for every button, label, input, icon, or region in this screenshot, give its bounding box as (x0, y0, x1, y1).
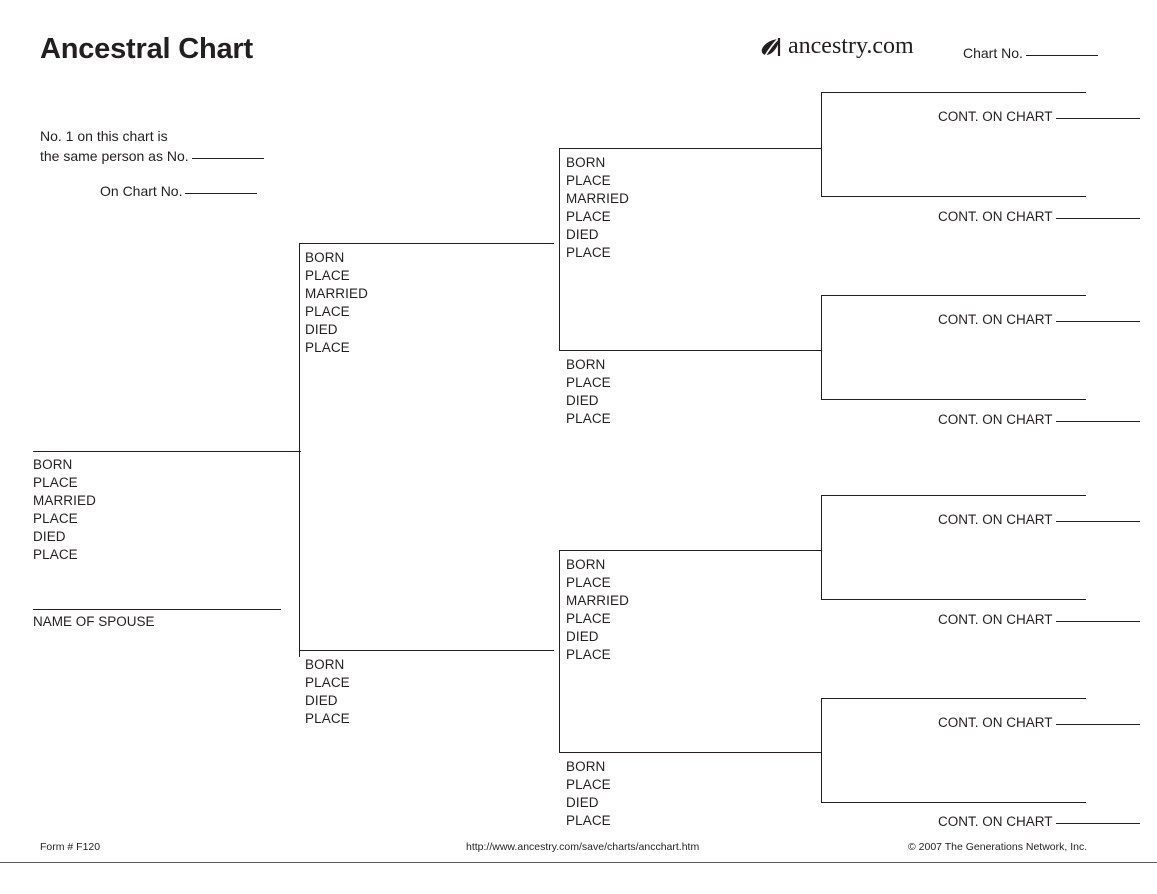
person-2-field-born: BORN (305, 250, 345, 265)
connector-gen1-vertical (299, 243, 300, 657)
person-4-field-married: MARRIED (566, 191, 629, 207)
connector-cont-group-d (821, 698, 822, 802)
cont-8-label: CONT. ON CHART (938, 814, 1053, 829)
cont-2-label: CONT. ON CHART (938, 209, 1053, 224)
note-line-3-label: On Chart No. (100, 182, 183, 199)
cont-7[interactable] (938, 715, 1140, 730)
person-2-field-place-birth: PLACE (305, 268, 350, 284)
footer-form-number: Form # F120 (40, 841, 101, 853)
person-5-field-place-birth: PLACE (566, 375, 611, 391)
ancestry-brand (758, 33, 914, 60)
cont-3-blank[interactable] (1056, 321, 1140, 322)
person-1-field-born: BORN (33, 457, 73, 472)
on-chart-number-blank[interactable] (185, 193, 257, 194)
connector-cont-group-c (821, 495, 822, 599)
person-5-fields (566, 356, 611, 428)
connector-person-3-vertical (559, 550, 560, 752)
footer-url: http://www.ancestry.com/save/charts/ancchart.htm (466, 841, 700, 853)
person-6-field-place-marriage: PLACE (566, 611, 611, 627)
person-6-field-born: BORN (566, 557, 606, 572)
person-4-fields (566, 154, 629, 262)
person-7-field-died: DIED (566, 795, 599, 811)
cont-6[interactable] (938, 612, 1140, 627)
cont-4-label: CONT. ON CHART (938, 412, 1053, 427)
person-2-fields (305, 249, 368, 357)
cont-2[interactable] (938, 209, 1140, 224)
person-3-field-born: BORN (305, 657, 345, 672)
person-2-name-line[interactable] (299, 243, 554, 244)
note-line-2-label: the same person as No. (40, 148, 189, 165)
person-4-field-place-birth: PLACE (566, 173, 611, 189)
cont-4-line[interactable] (821, 399, 1086, 400)
connector-gen1-stub (281, 451, 301, 452)
cont-1-line[interactable] (821, 92, 1086, 93)
person-6-field-place-death: PLACE (566, 647, 611, 663)
cont-8-blank[interactable] (1056, 823, 1140, 824)
person-6-field-died: DIED (566, 629, 599, 645)
cont-6-blank[interactable] (1056, 621, 1140, 622)
cont-3-line[interactable] (821, 295, 1086, 296)
person-3-fields (305, 656, 350, 728)
cont-1-blank[interactable] (1056, 118, 1140, 119)
person-6-name-line[interactable] (559, 550, 822, 551)
cross-reference-note (40, 126, 264, 201)
person-2-field-died: DIED (305, 322, 338, 338)
cont-7-line[interactable] (821, 698, 1086, 699)
ancestry-leaf-icon (758, 35, 784, 61)
person-3-name-line[interactable] (299, 650, 554, 651)
cont-6-line[interactable] (821, 599, 1086, 600)
cont-5[interactable] (938, 512, 1140, 527)
chart-number-blank[interactable] (1026, 55, 1098, 56)
cont-5-blank[interactable] (1056, 521, 1140, 522)
person-1-field-place-birth: PLACE (33, 475, 78, 491)
spouse-label: NAME OF SPOUSE (33, 614, 155, 629)
note-line-1: No. 1 on this chart is (40, 128, 168, 144)
person-5-field-born: BORN (566, 357, 606, 372)
cont-1[interactable] (938, 109, 1140, 124)
person-7-field-place-death: PLACE (566, 813, 611, 829)
cont-3[interactable] (938, 312, 1140, 327)
person-4-field-place-marriage: PLACE (566, 209, 611, 225)
person-1-field-place-marriage: PLACE (33, 511, 78, 527)
person-5-field-place-death: PLACE (566, 411, 611, 427)
footer-divider (0, 862, 1157, 863)
page-title: Ancestral Chart (40, 33, 253, 65)
person-7-field-place-birth: PLACE (566, 777, 611, 793)
cont-7-blank[interactable] (1056, 724, 1140, 725)
note-line-3[interactable] (40, 181, 264, 201)
person-6-field-married: MARRIED (566, 593, 629, 609)
person-3-field-place-birth: PLACE (305, 675, 350, 691)
cont-8-line[interactable] (821, 802, 1086, 803)
person-1-name-line[interactable] (33, 451, 281, 452)
cont-2-line[interactable] (821, 196, 1086, 197)
person-3-field-died: DIED (305, 693, 338, 709)
person-4-name-line[interactable] (559, 148, 822, 149)
person-3-field-place-death: PLACE (305, 711, 350, 727)
person-2-field-married: MARRIED (305, 286, 368, 302)
person-2-field-place-death: PLACE (305, 340, 350, 356)
person-7-field-born: BORN (566, 759, 606, 774)
person-2-field-place-marriage: PLACE (305, 304, 350, 320)
person-4-field-born: BORN (566, 155, 606, 170)
person-4-field-died: DIED (566, 227, 599, 243)
person-5-name-line[interactable] (559, 350, 822, 351)
person-1-field-died: DIED (33, 529, 66, 545)
spouse-name-line[interactable] (33, 609, 281, 610)
same-person-number-blank[interactable] (192, 158, 264, 159)
ancestry-wordmark: ancestry.com (788, 33, 914, 59)
person-4-field-place-death: PLACE (566, 245, 611, 261)
person-7-name-line[interactable] (559, 752, 822, 753)
connector-person-2-vertical (559, 148, 560, 350)
cont-6-label: CONT. ON CHART (938, 612, 1053, 627)
cont-1-label: CONT. ON CHART (938, 109, 1053, 124)
note-line-2[interactable] (40, 146, 264, 166)
cont-5-label: CONT. ON CHART (938, 512, 1053, 527)
chart-number-field[interactable] (963, 45, 1098, 61)
person-7-fields (566, 758, 611, 830)
person-1-fields (33, 456, 96, 564)
cont-3-label: CONT. ON CHART (938, 312, 1053, 327)
connector-cont-group-a (821, 92, 822, 196)
person-6-field-place-birth: PLACE (566, 575, 611, 591)
connector-cont-group-b (821, 295, 822, 399)
person-1-field-married: MARRIED (33, 493, 96, 509)
cont-4[interactable] (938, 412, 1140, 427)
person-1-field-place-death: PLACE (33, 547, 78, 563)
cont-4-blank[interactable] (1056, 421, 1140, 422)
person-5-field-died: DIED (566, 393, 599, 409)
cont-2-blank[interactable] (1056, 218, 1140, 219)
footer-copyright: © 2007 The Generations Network, Inc. (908, 841, 1088, 853)
cont-8[interactable] (938, 814, 1140, 829)
cont-7-label: CONT. ON CHART (938, 715, 1053, 730)
cont-5-line[interactable] (821, 495, 1086, 496)
chart-number-label: Chart No. (963, 45, 1023, 61)
person-6-fields (566, 556, 629, 664)
